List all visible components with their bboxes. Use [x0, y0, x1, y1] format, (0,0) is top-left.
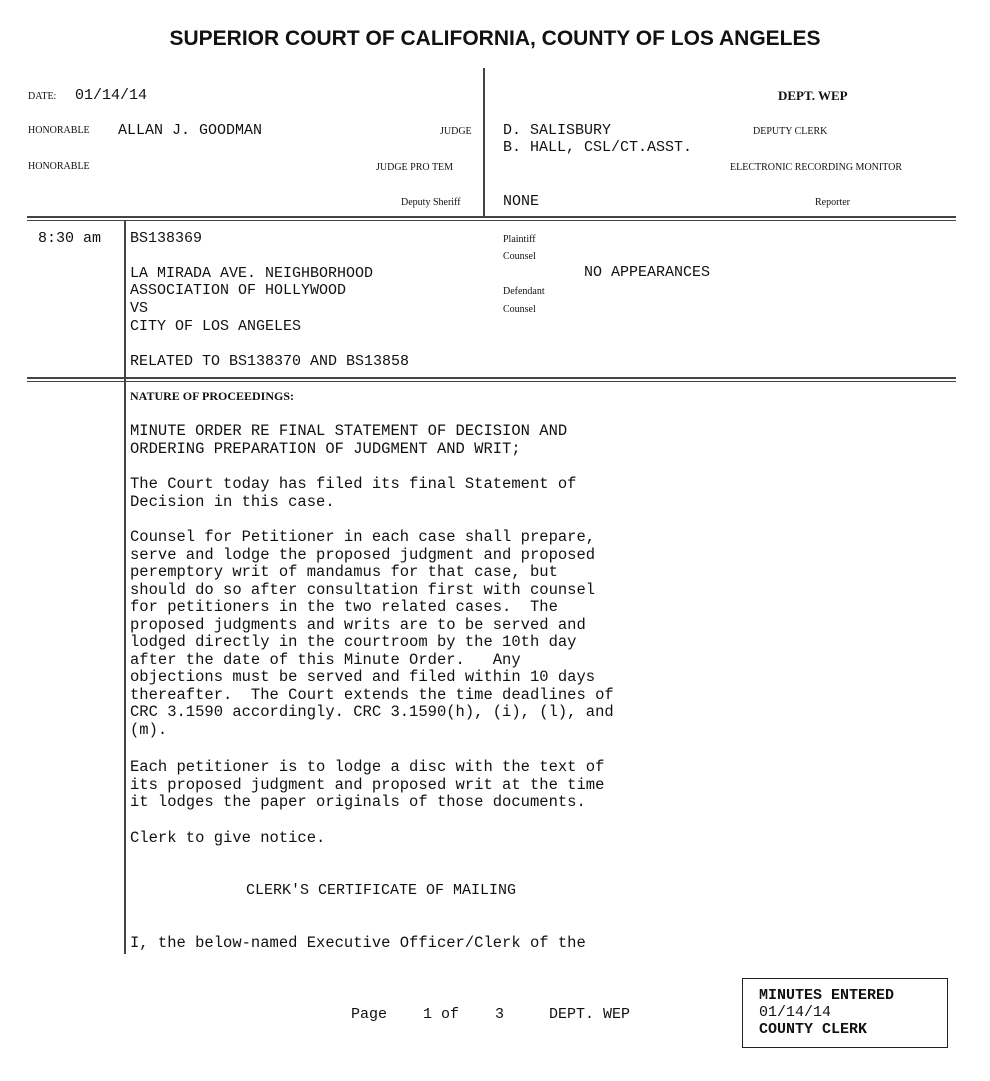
- proceedings-paragraph-5: Clerk to give notice.: [130, 829, 326, 847]
- minutes-entered-line-3: COUNTY CLERK: [759, 1021, 868, 1038]
- recording-monitor-name: B. HALL, CSL/CT.ASST.: [503, 139, 693, 156]
- party-line-1: LA MIRADA AVE. NEIGHBORHOOD: [130, 265, 374, 282]
- left-margin-rule: [124, 221, 126, 954]
- certificate-heading: CLERK'S CERTIFICATE OF MAILING: [246, 882, 517, 899]
- reporter-label: Reporter: [815, 197, 850, 208]
- plaintiff-counsel-label: Counsel: [503, 251, 536, 262]
- proceedings-paragraph-2: The Court today has filed its final Statement of Decision in this case.: [130, 475, 577, 511]
- page-indicator: Page 1 of 3 DEPT. WEP: [351, 1006, 631, 1023]
- proceedings-heading: NATURE OF PROCEEDINGS:: [130, 389, 295, 403]
- proceedings-paragraph-1: MINUTE ORDER RE FINAL STATEMENT OF DECISION AND ORDERING PREPARATION OF JUDGMENT AND WRIT;: [130, 422, 568, 458]
- honorable-label: HONORABLE: [28, 125, 90, 136]
- defendant-counsel-label: Counsel: [503, 304, 536, 315]
- minutes-entered-line-1: MINUTES ENTERED: [759, 987, 895, 1004]
- party-line-3: CITY OF LOS ANGELES: [130, 318, 302, 335]
- honorable-label-2: HONORABLE: [28, 161, 90, 172]
- proceedings-paragraph-4: Each petitioner is to lodge a disc with the text of its proposed judgment and proposed writ at the time it lodges the paper originals of those documents.: [130, 758, 605, 811]
- defendant-label: Defendant: [503, 286, 545, 297]
- date-value: 01/14/14: [75, 87, 148, 104]
- party-line-2: ASSOCIATION OF HOLLYWOOD: [130, 282, 347, 299]
- header-bottom-rule: [27, 216, 956, 218]
- reporter-name: NONE: [503, 193, 540, 210]
- minutes-entered-line-2: 01/14/14: [759, 1004, 832, 1021]
- proceedings-paragraph-6: I, the below-named Executive Officer/Clerk of the: [130, 934, 586, 952]
- appearances: NO APPEARANCES: [584, 264, 711, 281]
- header-bottom-rule-2: [27, 220, 956, 221]
- judge-label: JUDGE: [440, 126, 472, 137]
- plaintiff-label: Plaintiff: [503, 234, 536, 245]
- judge-pro-tem-label: JUDGE PRO TEM: [376, 162, 454, 173]
- judge-name: ALLAN J. GOODMAN: [118, 122, 263, 139]
- recording-monitor-label: ELECTRONIC RECORDING MONITOR: [730, 162, 903, 173]
- case-number: BS138369: [130, 230, 203, 247]
- court-title: SUPERIOR COURT OF CALIFORNIA, COUNTY OF LOS ANGELES: [169, 27, 821, 50]
- proceedings-paragraph-3: Counsel for Petitioner in each case shall prepare, serve and lodge the proposed judgment and proposed peremptory writ of mandamus for that case, but should do so after consultation first with counsel for petitioners in the two related cases. The proposed judgments and writs are to be served and lodged directly in the courtroom by the 10th day after the date of this Minute Order. Any objections must be served and filed within 10 days thereafter. The Court extends the time deadlines of CRC 3.1590 accordingly. CRC 3.1590(h), (i), (l), and (m).: [130, 528, 614, 739]
- versus: VS: [130, 300, 149, 317]
- case-time: 8:30 am: [38, 230, 102, 247]
- date-label: DATE:: [28, 91, 57, 102]
- deputy-clerk-label: DEPUTY CLERK: [753, 126, 828, 137]
- proceedings-rule-2: [27, 381, 956, 382]
- proceedings-rule: [27, 377, 956, 379]
- header-vertical-divider: [483, 68, 485, 216]
- deputy-sheriff-label: Deputy Sheriff: [401, 197, 461, 208]
- deputy-clerk-name: D. SALISBURY: [503, 122, 612, 139]
- dept-label: DEPT. WEP: [778, 88, 848, 103]
- related-cases: RELATED TO BS138370 AND BS13858: [130, 353, 410, 370]
